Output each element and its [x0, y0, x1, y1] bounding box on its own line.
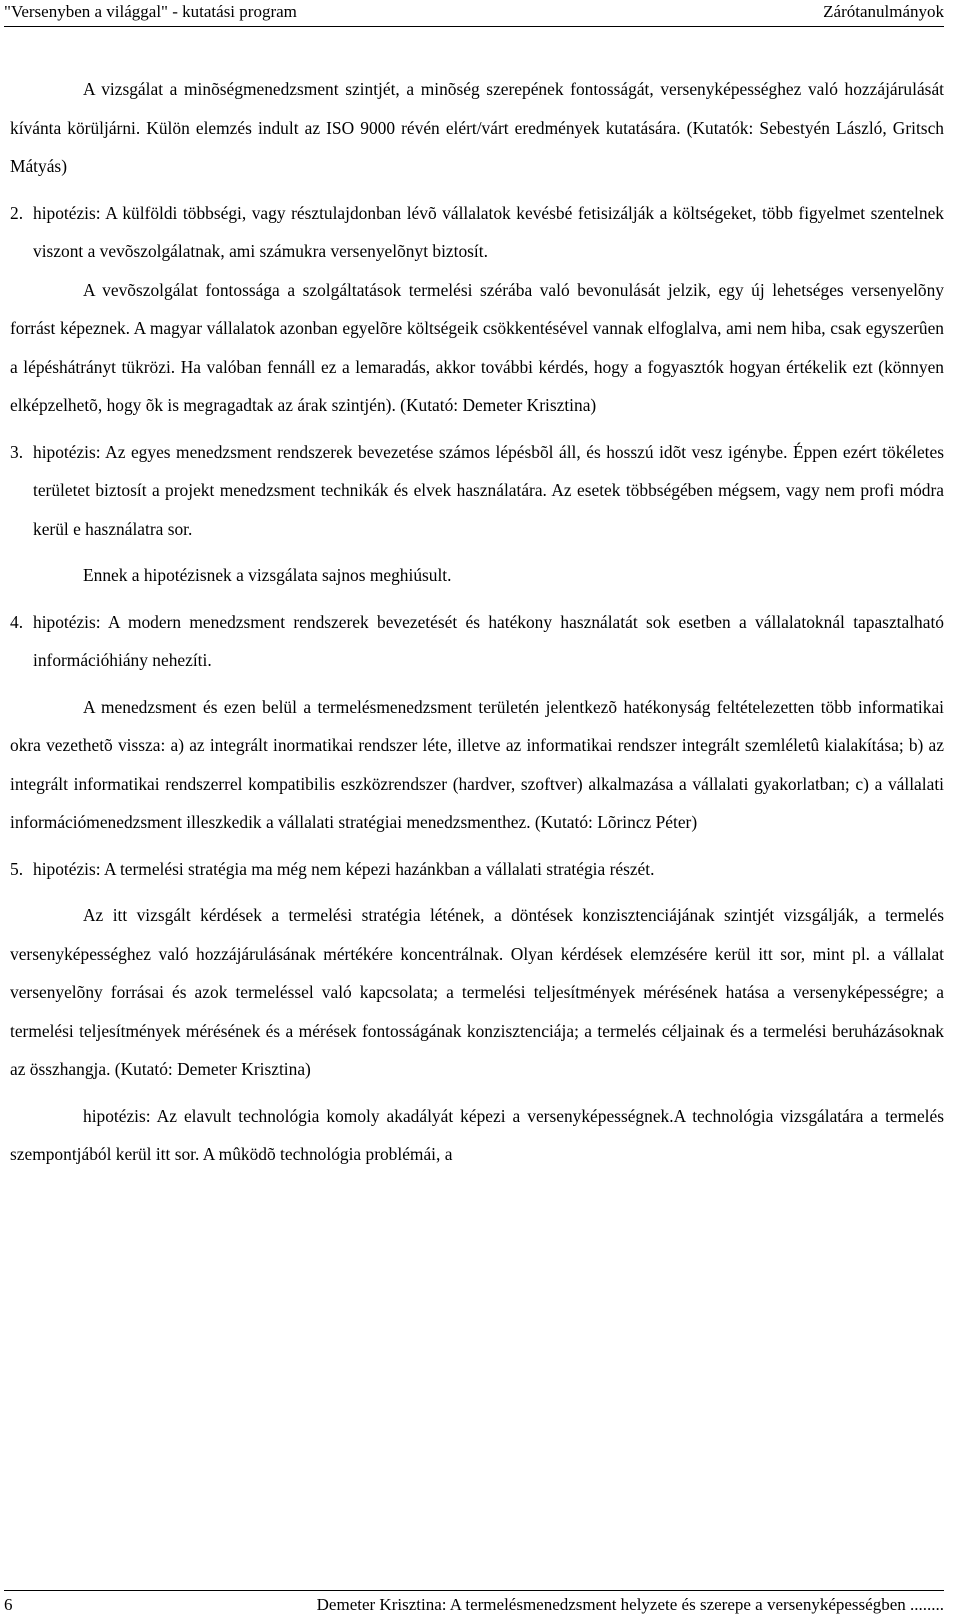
paragraph-2: A vevõszolgálat fontossága a szolgáltatások termelési szérába való bevonulását jelzik, egy új lehetséges versenyelõny forrást képeznek. A magyar vállalatok azonban egyelõre költségeik csökkentésével vannak elfoglalva, ami nem hiba, csak egyszerûen a lépéshátrányt tükrözi. Ha valóban fennáll ez a lemaradás, akkor további kérdés, hogy a fogyasztók hogyan értékelik ezt (könnyen elképzelhetõ, hogy õk is megragadtak az árak szintjén). (Kutató: Demeter Krisztina) [10, 279, 944, 415]
hypothesis-4-text: hipotézis: A modern menedzsment rendszerek bevezetését és hatékony használatát sok esetben a vállalatoknál tapasztalható információhiány nehezíti. [33, 611, 944, 670]
hypothesis-4-number: 4. [10, 611, 24, 632]
hypothesis-5-number: 5. [10, 858, 24, 879]
paragraph-6: hipotézis: Az elavult technológia komoly akadályát képezi a versenyképességnek.A technológia vizsgálatára a termelés szempontjából kerül itt sor. A mûködõ technológia problémái, a [10, 1105, 944, 1164]
hypothesis-3-number: 3. [10, 441, 24, 462]
hypothesis-4 [10, 603, 944, 680]
hypothesis-3 [10, 433, 944, 549]
page-footer [4, 1590, 944, 1617]
hypothesis-3-text: hipotézis: Az egyes menedzsment rendszerek bevezetése számos lépésbõl áll, és hosszú idõt vesz igénybe. Éppen ezért tökéletes területet biztosít a projekt menedzsment technikák és elvek használatára. Az esetek többségében mégsem, vagy nem profi módra kerül e használatra sor. [33, 441, 944, 539]
document-body [10, 70, 944, 1174]
paragraph-3: Ennek a hipotézisnek a vizsgálata sajnos meghiúsult. [83, 565, 452, 585]
hypothesis-2-text: hipotézis: A külföldi többségi, vagy résztulajdonban lévõ vállalatok kevésbé fetisizálják a költségeket, több figyelmet szentelnek viszont a vevõszolgálatnak, ami számukra versenyelõnyt biztosít. [33, 202, 944, 261]
paragraph-1: A vizsgálat a minõségmenedzsment szintjét, a minõség szerepének fontosságát, versenyképességhez való hozzájárulását kívánta körüljárni. Külön elemzés indult az ISO 9000 révén elért/várt eredmények kutatására. (Kutatók: Sebestyén László, Gritsch Mátyás) [10, 79, 944, 176]
hypothesis-2-number: 2. [10, 202, 24, 223]
header-section: Zárótanulmányok [823, 2, 944, 21]
page-header [4, 0, 944, 27]
footer-text: Demeter Krisztina: A termelésmenedzsment helyzete és szerepe a versenyképességben ........ [316, 1595, 944, 1614]
paragraph-5: Az itt vizsgált kérdések a termelési stratégia létének, a döntések konzisztenciájának szintjét vizsgálják, a termelés versenyképességhez való hozzájárulásának mértékére koncentrálnak. Olyan kérdések elemzésére kerül itt sor, mint pl. a vállalat versenyelõny forrásai és azok termeléssel való kapcsolata; a termelési teljesítmények mérésének hatása a versenyképességre; a termelési teljesítmények mérésének és a mérések fontosságának konzisztenciája; a termelés céljainak és a termelési beruházásoknak az összhangja. (Kutató: Demeter Krisztina) [10, 905, 944, 1079]
hypothesis-5-text: hipotézis: A termelési stratégia ma még nem képezi hazánkban a vállalati stratégia részét. [33, 858, 655, 879]
page-number: 6 [4, 1595, 13, 1614]
header-title: "Versenyben a világgal" - kutatási program [4, 2, 297, 21]
hypothesis-5 [10, 850, 944, 889]
paragraph-4: A menedzsment és ezen belül a termelésmenedzsment területén jelentkezõ hatékonyság feltételezetten több informatikai okra vezethetõ vissza: a) az integrált inormatikai rendszer léte, illetve az informatikai rendszer integrált szemléletû kialakítása; b) az integrált informatikai rendszerrel kompatibilis eszközrendszer (hardver, szoftver) alkalmazása a vállalati gyakorlatban; c) a vállalati információmenedzsment illeszkedik a vállalati stratégiai menedzsmenthez. (Kutató: Lõrincz Péter) [10, 696, 944, 832]
hypothesis-2 [10, 194, 944, 271]
